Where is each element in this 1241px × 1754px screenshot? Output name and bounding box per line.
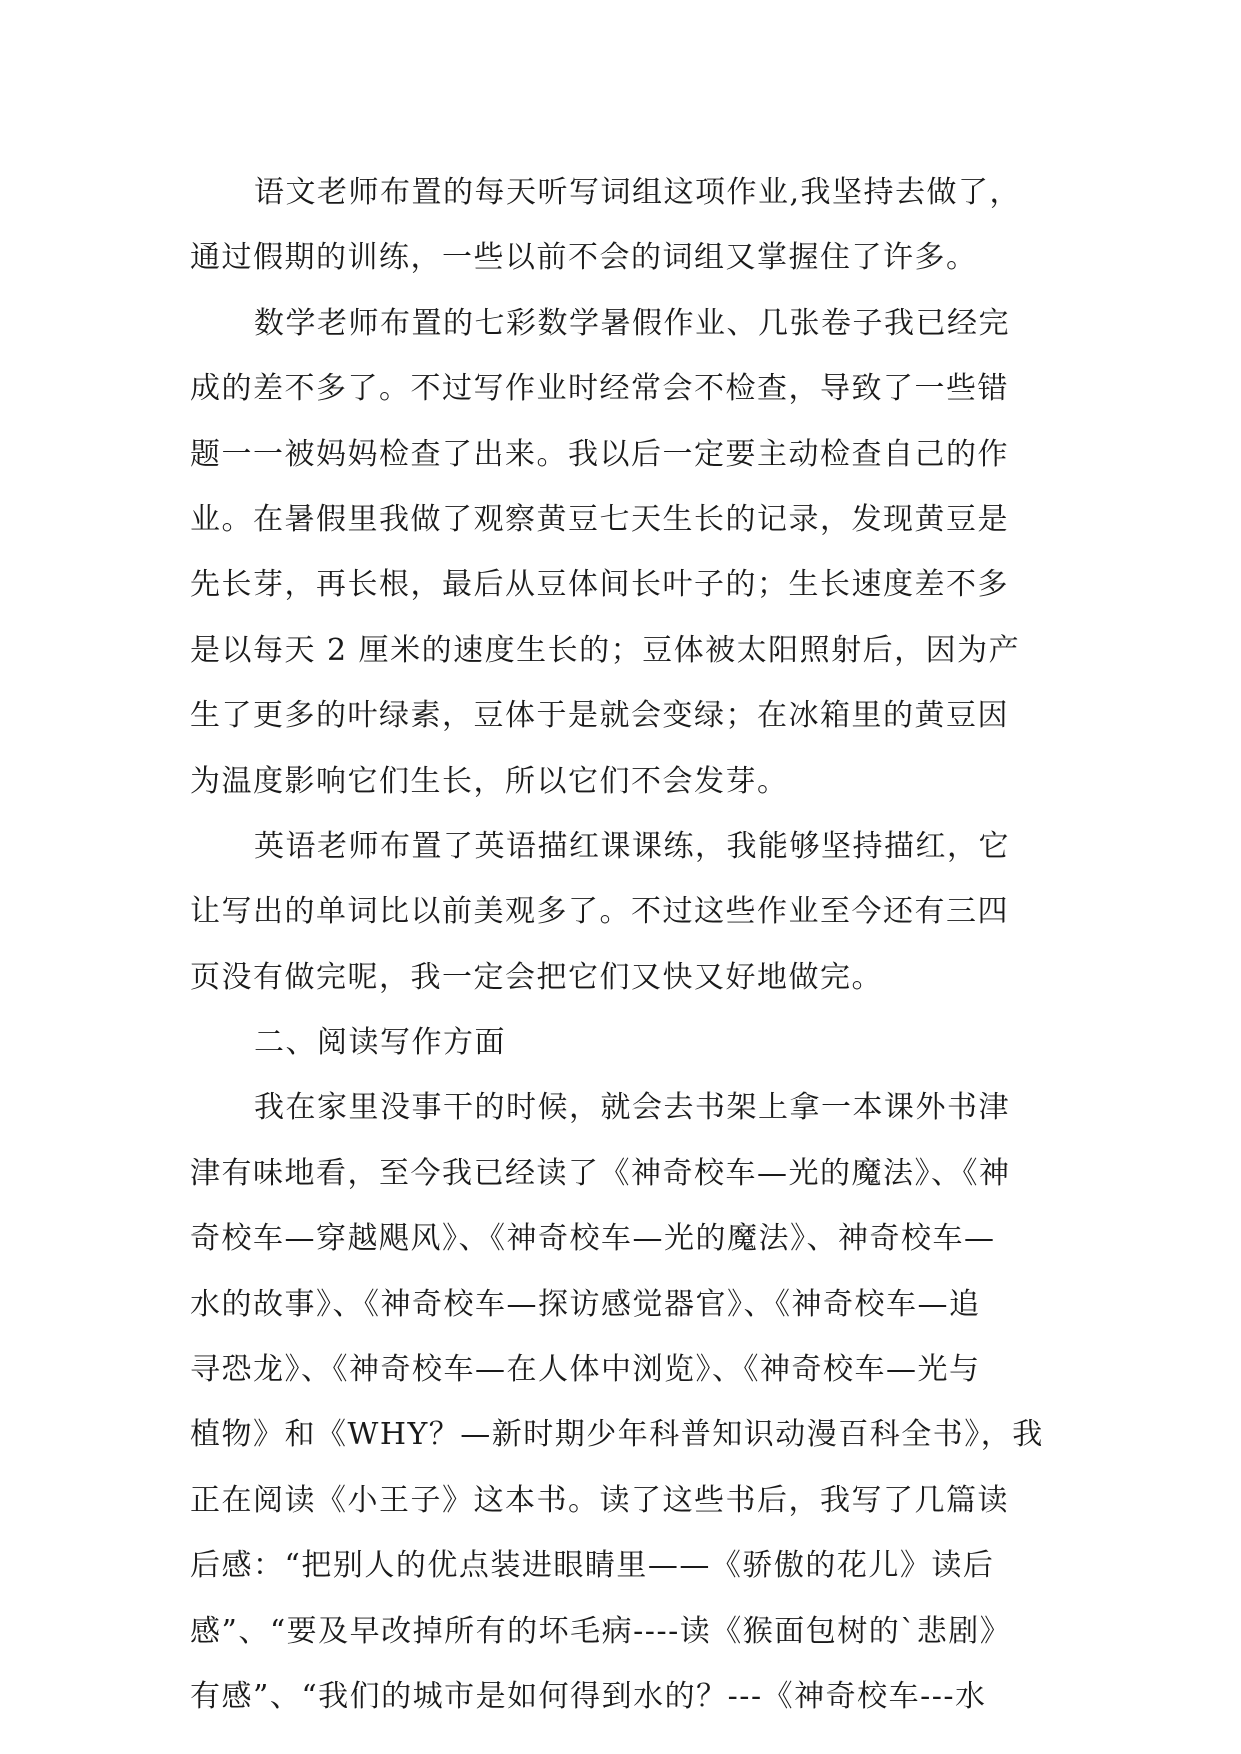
text-line: 生了更多的叶绿素，豆体于是就会变绿；在冰箱里的黄豆因 [190, 698, 1009, 734]
text-line: 有感”、“我们的城市是如何得到水的？---《神奇校车---水 [190, 1678, 987, 1714]
document-body [190, 160, 1090, 1729]
text-line: 语文老师布置的每天听写词组这项作业,我坚持去做了， [254, 175, 1022, 210]
text-line: 正在阅读《小王子》这本书。读了这些书后，我写了几篇读 [190, 1482, 1009, 1518]
text-line: 感”、“要及早改掉所有的坏毛病----读《猴面包树的`悲剧》 [190, 1613, 1012, 1649]
text-line: 通过假期的训练，一些以前不会的词组又掌握住了许多。 [190, 240, 978, 276]
text-line: 数学老师布置的七彩数学暑假作业、几张卷子我已经完 [254, 305, 1010, 341]
text-line: 先长芽，再长根，最后从豆体间长叶子的；生长速度差不多 [190, 567, 1009, 603]
text-line: 英语老师布置了英语描红课课练，我能够坚持描红，它 [254, 828, 1010, 864]
text-line: 题一一被妈妈检查了出来。我以后一定要主动检查自己的作 [190, 436, 1009, 472]
text-line: 奇校车—穿越飓风》、《神奇校车—光的魔法》、神奇校车— [190, 1221, 996, 1257]
text-line: 让写出的单词比以前美观多了。不过这些作业至今还有三四 [190, 894, 1009, 930]
text-line: 我在家里没事干的时候，就会去书架上拿一本课外书津 [254, 1090, 1010, 1126]
text-line: 业。在暑假里我做了观察黄豆七天生长的记录，发现黄豆是 [190, 501, 1009, 537]
text-line: 为温度影响它们生长，所以它们不会发芽。 [190, 763, 789, 799]
text-line: 植物》和《WHY？—新时期少年科普知识动漫百科全书》，我 [190, 1417, 1044, 1453]
text-line: 寻恐龙》、《神奇校车—在人体中浏览》、《神奇校车—光与 [190, 1352, 981, 1388]
text-line: 成的差不多了。不过写作业时经常会不检查，导致了一些错 [190, 371, 1009, 407]
text-line: 是以每天 2 厘米的速度生长的；豆体被太阳照射后，因为产 [190, 632, 1021, 668]
text-line: 页没有做完呢，我一定会把它们又快又好地做完。 [190, 959, 883, 995]
text-line: 津有味地看，至今我已经读了《神奇校车—光的魔法》、《神 [190, 1155, 1011, 1191]
text-line: 水的故事》、《神奇校车—探访感觉器官》、《神奇校车—追 [190, 1286, 981, 1322]
text-line: 后感：“把别人的优点装进眼睛里——《骄傲的花儿》读后 [190, 1548, 995, 1584]
section-heading: 二、阅读写作方面 [254, 1025, 506, 1061]
